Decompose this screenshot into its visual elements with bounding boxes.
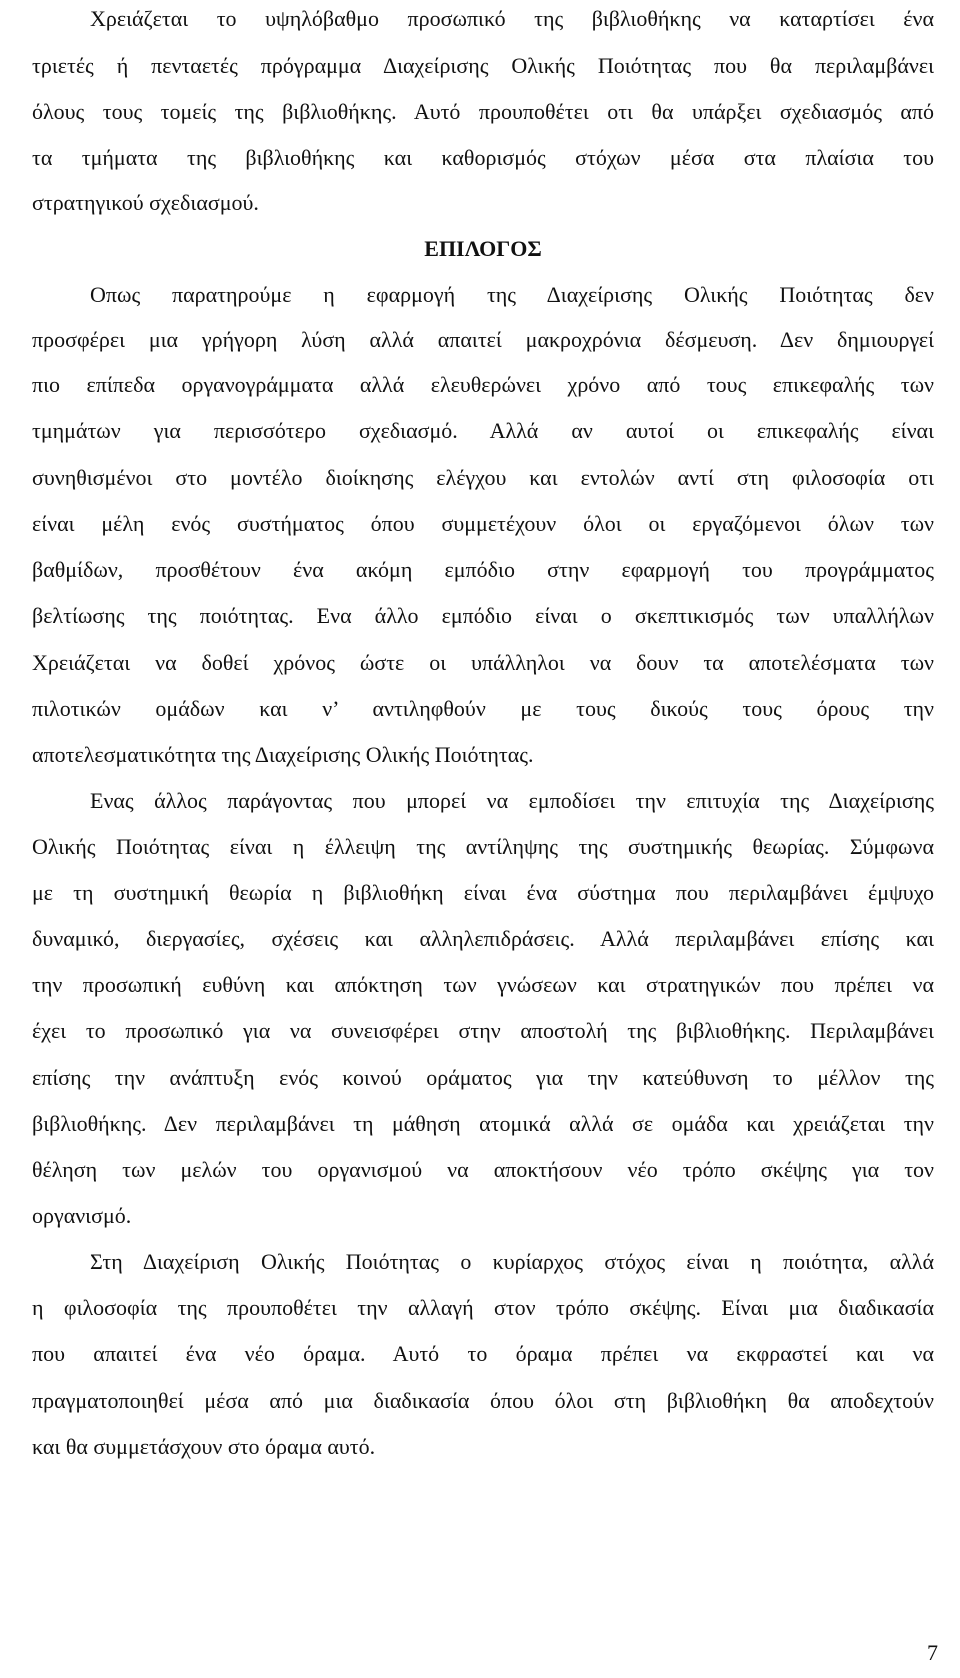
text-line: δυναμικό, διεργασίες, σχέσεις και αλληλεπιδράσεις. Αλλά περιλαμβάνει επίσης και <box>32 926 934 951</box>
text-line: Οπως παρατηρούμε η εφαρμογή της Διαχείρισης Ολικής Ποιότητας δεν <box>90 282 934 307</box>
text-line: πραγματοποιηθεί μέσα από μια διαδικασία όπου όλοι στη βιβλιοθήκη θα αποδεχτούν <box>32 1388 934 1413</box>
text-line: οργανισμό. <box>32 1203 132 1228</box>
section-heading: ΕΠΙΛΟΓΟΣ <box>424 236 542 261</box>
text-line: η φιλοσοφία της προυποθέτει την αλλαγή στον τρόπο σκέψης. Είναι μια διαδικασία <box>32 1295 934 1320</box>
text-line: επίσης την ανάπτυξη ενός κοινού οράματος για την κατεύθυνση το μέλλον της <box>32 1065 934 1090</box>
text-line: είναι μέλη ενός συστήματος όπου συμμετέχουν όλοι οι εργαζόμενοι όλων των <box>32 511 934 536</box>
text-line: πιλοτικών ομάδων και ν’ αντιληφθούν με τους δικούς τους όρους την <box>32 696 934 721</box>
text-line: Χρειάζεται το υψηλόβαθμο προσωπικό της βιβλιοθήκης να καταρτίσει ένα <box>90 6 934 31</box>
page-number: 7 <box>927 1640 938 1665</box>
text-line: προσφέρει μια γρήγορη λύση αλλά απαιτεί μακροχρόνια δέσμευση. Δεν δημιουργεί <box>32 327 934 352</box>
text-line: τμημάτων για περισσότερο σχεδιασμό. Αλλά αν αυτοί οι επικεφαλής είναι <box>32 418 934 443</box>
text-line: βαθμίδων, προσθέτουν ένα ακόμη εμπόδιο στην εφαρμογή του προγράμματος <box>32 557 934 582</box>
text-line: πιο επίπεδα οργανογράμματα αλλά ελευθερώνει χρόνο από τους επικεφαλής των <box>32 372 934 397</box>
text-line: συνηθισμένοι στο μοντέλο διοίκησης ελέγχου και εντολών αντί στη φιλοσοφία οτι <box>32 465 934 490</box>
text-line: και θα συμμετάσχουν στο όραμα αυτό. <box>32 1434 376 1459</box>
text-line: Χρειάζεται να δοθεί χρόνος ώστε οι υπάλληλοι να δουν τα αποτελέσματα των <box>32 650 934 675</box>
text-line: Ολικής Ποιότητας είναι η έλλειψη της αντίληψης της συστημικής θεωρίας. Σύμφωνα <box>32 834 934 859</box>
text-line: στρατηγικού σχεδιασμού. <box>32 190 259 215</box>
text-line: την προσωπική ευθύνη και απόκτηση των γνώσεων και στρατηγικών που πρέπει να <box>32 972 934 997</box>
text-line: βιβλιοθήκης. Δεν περιλαμβάνει τη μάθηση ατομικά αλλά σε ομάδα και χρειάζεται την <box>32 1111 934 1136</box>
text-line: βελτίωσης της ποιότητας. Ενα άλλο εμπόδιο είναι ο σκεπτικισμός των υπαλλήλων <box>32 603 934 628</box>
text-line: Στη Διαχείριση Ολικής Ποιότητας ο κυρίαρχος στόχος είναι η ποιότητα, αλλά <box>90 1249 934 1274</box>
text-line: έχει το προσωπικό για να συνεισφέρει στην αποστολή της βιβλιοθήκης. Περιλαμβάνει <box>32 1018 934 1043</box>
text-line: τριετές ή πενταετές πρόγραμμα Διαχείρισης Ολικής Ποιότητας που θα περιλαμβάνει <box>32 53 934 78</box>
text-line: με τη συστημική θεωρία η βιβλιοθήκη είναι ένα σύστημα που περιλαμβάνει έμψυχο <box>32 880 934 905</box>
text-line: που απαιτεί ένα νέο όραμα. Αυτό το όραμα πρέπει να εκφραστεί και να <box>32 1341 934 1366</box>
text-line: θέληση των μελών του οργανισμού να αποκτήσουν νέο τρόπο σκέψης για τον <box>32 1157 934 1182</box>
text-line: Ενας άλλος παράγοντας που μπορεί να εμποδίσει την επιτυχία της Διαχείρισης <box>90 788 934 813</box>
text-line: όλους τους τομείς της βιβλιοθήκης. Αυτό προυποθέτει οτι θα υπάρξει σχεδιασμός από <box>32 99 934 124</box>
text-line: τα τμήματα της βιβλιοθήκης και καθορισμός στόχων μέσα στα πλαίσια του <box>32 145 934 170</box>
text-line: αποτελεσματικότητα της Διαχείρισης Ολικής Ποιότητας. <box>32 742 534 767</box>
